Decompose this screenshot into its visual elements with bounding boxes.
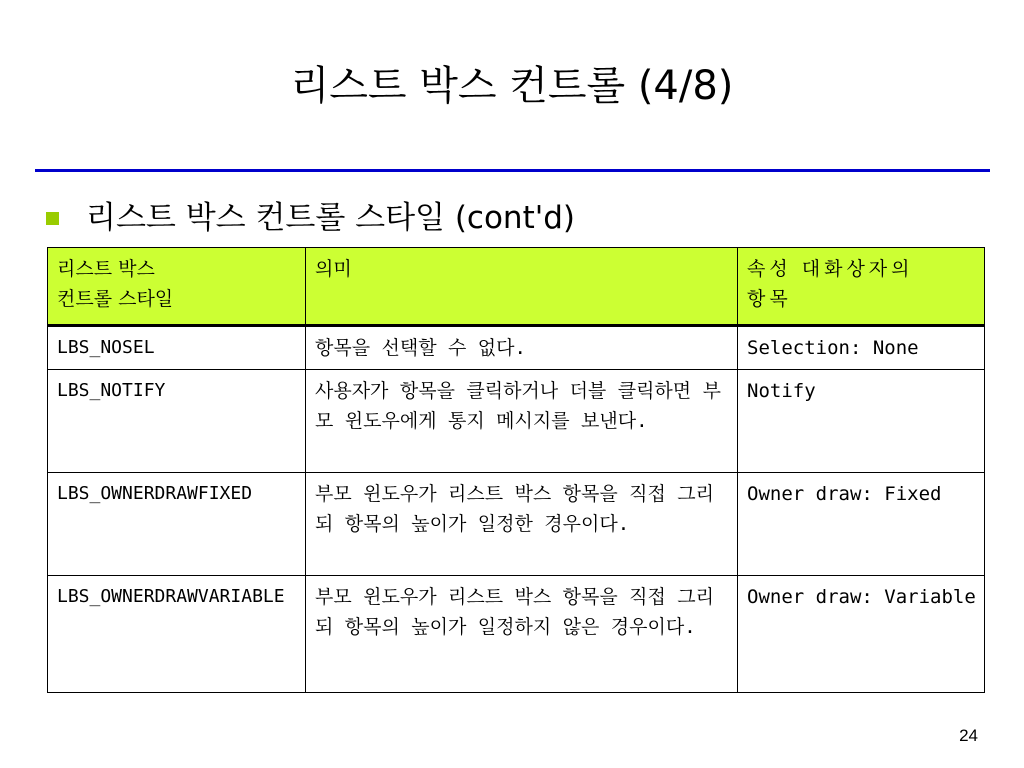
table-row [48,326,985,370]
header-meaning: 의미 [306,248,738,326]
cell-style: LBS_OWNERDRAWFIXED [48,473,306,576]
cell-property: Selection: None [738,326,985,370]
table-row [48,473,985,576]
table-row [48,370,985,473]
page-number: 24 [959,726,978,745]
cell-meaning: 부모 윈도우가 리스트 박스 항목을 직접 그리되 항목의 높이가 일정하지 않은 경우이다. [306,576,738,693]
table-row [48,576,985,693]
cell-meaning: 부모 윈도우가 리스트 박스 항목을 직접 그리되 항목의 높이가 일정한 경우이다. [306,473,738,576]
bullet-square-icon [46,212,59,225]
cell-style: LBS_OWNERDRAWVARIABLE [48,576,306,693]
bullet-text: 리스트 박스 컨트롤 스타일 (cont'd) [86,200,576,236]
list-box-style-table [47,247,985,693]
cell-style: LBS_NOSEL [48,326,306,370]
cell-meaning: 사용자가 항목을 클릭하거나 더블 클릭하면 부모 윈도우에게 통지 메시지를 보낸다. [306,370,738,473]
cell-property: Notify [738,370,985,473]
header-property: 속성 대화상자의 항목 [738,248,985,326]
cell-meaning: 항목을 선택할 수 없다. [306,326,738,370]
slide-title: 리스트 박스 컨트롤 (4/8) [290,63,734,109]
cell-property: Owner draw: Fixed [738,473,985,576]
bullet-item [46,196,575,240]
cell-style: LBS_NOTIFY [48,370,306,473]
header-style: 리스트 박스 컨트롤 스타일 [48,248,306,326]
cell-property: Owner draw: Variable [738,576,985,693]
table-header-row [48,248,985,326]
title-divider [35,169,990,172]
